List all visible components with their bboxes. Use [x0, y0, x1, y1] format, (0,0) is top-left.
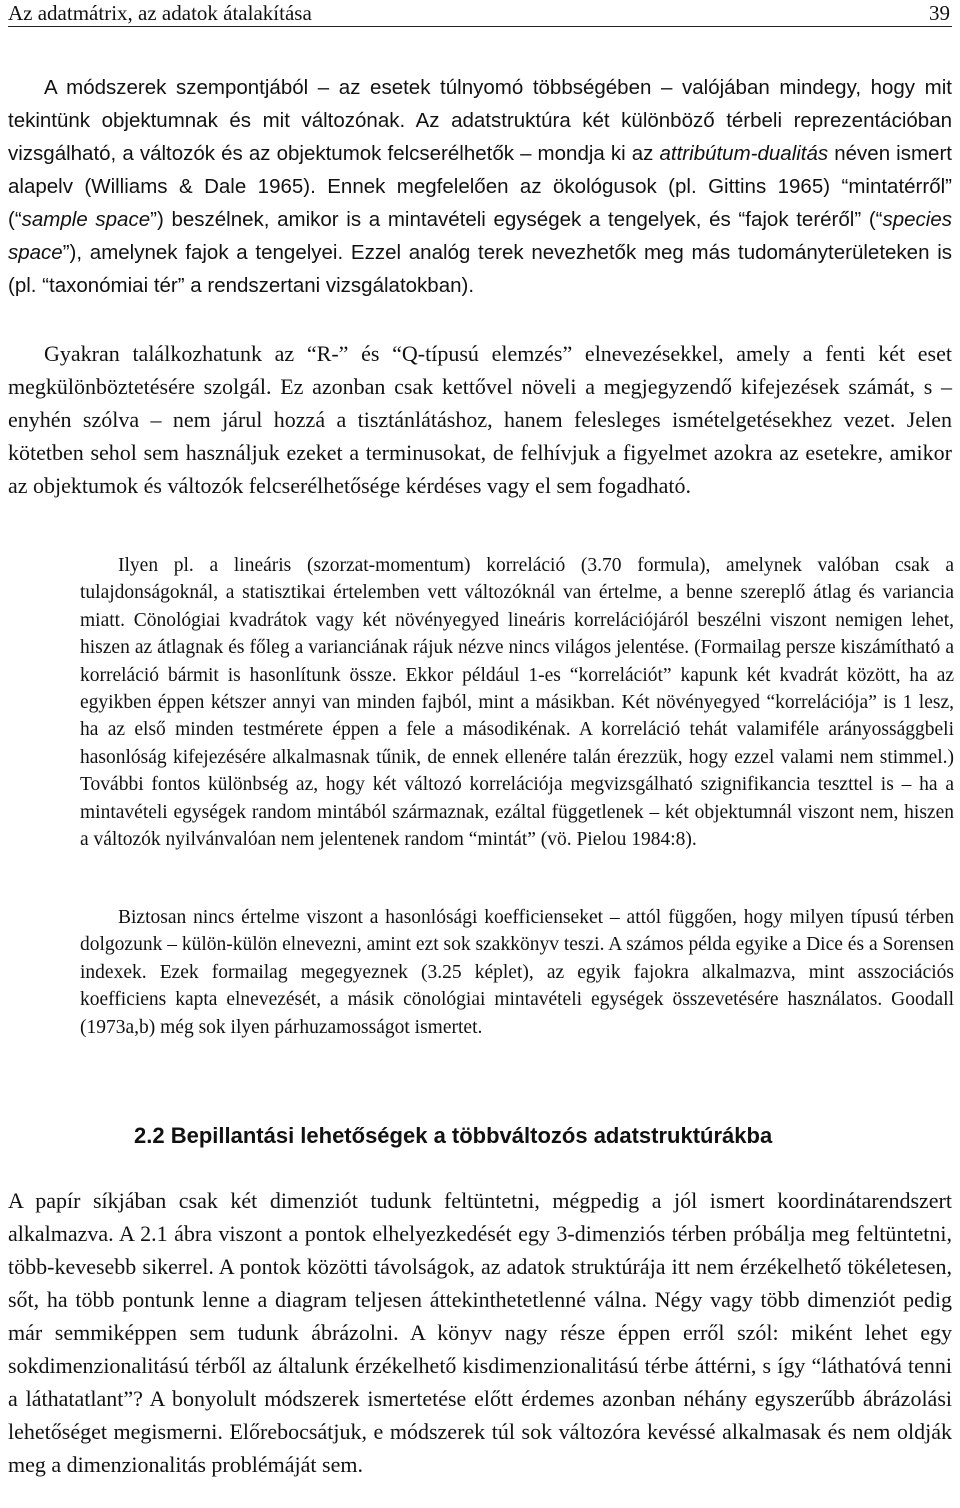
italic-term: attribútum-dualitás	[659, 142, 829, 165]
paragraph-text: A módszerek szempontjából – az esetek túlnyomó többségében – valójában mindegy, hogy mit tekintünk objektumnak és mit változónak. Az adatstruktúra két különböző térbeli reprezentációban vizsgálható, a változók és az objektumok felcserélhetők – mondja ki az	[8, 76, 952, 165]
paragraph-r-q-analysis: Gyakran találkozhatunk az “R-” és “Q-típusú elemzés” elnevezésekkel, amely a fenti két eset megkülönböztetésére szolgál. Ez azonban csak kettővel növeli a megjegyzendő kifejezések számát, s – enyhén szólva – nem járul hozzá a tisztánlátáshoz, hanem felesleges ismételgetésekhez vezet. Jelen kötetben sehol sem használjuk ezeket a terminusokat, de felhívjuk a figyelmet azokra az esetekre, amikor az objektumok és változók felcserélhetősége kérdéses vagy el sem fogadható.	[8, 341, 952, 498]
paragraph-attribute-duality	[8, 71, 952, 302]
paragraph-text: ”), amelynek fajok a tengelyei. Ezzel analóg terek nevezhetők meg más tudományterületeken is (pl. “taxonómiai tér” a rendszertani vizsgálatokban).	[8, 241, 952, 297]
page-number: 39	[929, 1, 950, 25]
italic-term: sample space	[21, 208, 151, 231]
paragraph-correlation-note: Ilyen pl. a lineáris (szorzat-momentum) korreláció (3.70 formula), amelynek valóban csak a tulajdonságoknál, a statisztikai értelemben vett változóknál van értelme, a benne szereplő átlag és variancia miatt. Cönológiai kvadrátok vagy két növényegyed lineáris korrelációjáról beszélni viszont nemigen lehet, hiszen az átlagnak és főleg a varianciának rájuk nézve nincs világos jelentése. (Formailag persze kiszámítható a korreláció bármit is hasonlítunk össze. Ekkor például 1-es “korrelációt” kapunk két kvadrát között, ha az egyikben éppen kétszer annyi van minden fajból, mint a másikban. Két növényegyed “korrelációja” is 1 lesz, ha az első minden testmérete éppen a fele a másodikénak. A korreláció tehát valamiféle arányossággbeli hasonlóság kifejezésére alkalmasnak tűnik, de ennek ellenére talán érezzük, hogy ezzel valami nem stimmel.) További fontos különbség az, hogy két változó korrelációja megvizsgálható szignifikancia teszttel is – ha a mintavételi egységek random mintából származnak, ezáltal függetlenek – két objektumnál viszont nem, hiszen a változók nyilvánvalóan nem jelentenek random “mintát” (vö. Pielou 1984:8).	[80, 555, 954, 851]
section-heading: 2.2 Bepillantási lehetőségek a többváltozós adatstruktúrákba	[134, 1123, 773, 1148]
chapter-title: Az adatmátrix, az adatok átalakítása	[8, 1, 312, 25]
paragraph-text: ”) beszélnek, amikor is a mintavételi egységek a tengelyek, és “fajok teréről” (“	[150, 208, 883, 231]
running-header	[8, 0, 952, 27]
paragraph-similarity-coefficients: Biztosan nincs értelme viszont a hasonlósági koefficienseket – attól függően, hogy milyen típusú térben dolgozunk – külön-külön elnevezni, amint ezt sok szakkönyv teszi. A számos példa egyike a Dice és a Sorensen indexek. Ezek formailag megegyeznek (3.25 képlet), az egyik fajokra alkalmazva, mint asszociációs koefficiens kapta elnevezését, a másik cönológiai mintavételi egységek összevetésére használatos. Goodall (1973a,b) még sok ilyen párhuzamosságot ismertet.	[80, 907, 954, 1038]
paragraph-dimensions: A papír síkjában csak két dimenziót tudunk feltüntetni, mégpedig a jól ismert koordinátarendszert alkalmazva. A 2.1 ábra viszont a pontok elhelyezkedését egy 3-dimenziós térben próbálja meg feltüntetni, több-kevesebb sikerrel. A pontok közötti távolságok, az adatok struktúrája itt nem érzékelhető tökéletesen, sőt, ha több pontunk lenne a diagram teljesen áttekinthetetlenné válna. Négy vagy több dimenziót pedig már semmiképpen sem tudunk ábrázolni. A könyv nagy része éppen erről szól: miként lehet egy sokdimenzionalitású térből az általunk érzékelhető kisdimenzionalitású térbe áttérni, s így “láthatóvá tenni a láthatatlant”? A bonyolult módszerek ismertetése előtt érdemes azonban néhány egyszerűbb ábrázolási lehetőséget megismerni. Előrebocsátjuk, e módszerek túl sok változóra kevéssé alkalmasak és nem oldják meg a dimenzionalitás problémáját sem.	[8, 1188, 952, 1477]
paragraph-text: néven ismert alapelv (Williams & Dale 1965). Ennek megfelelően az ökológusok (pl. Gittins 1965) “mintatérről” (“	[8, 142, 952, 231]
italic-term: species space	[8, 208, 953, 264]
